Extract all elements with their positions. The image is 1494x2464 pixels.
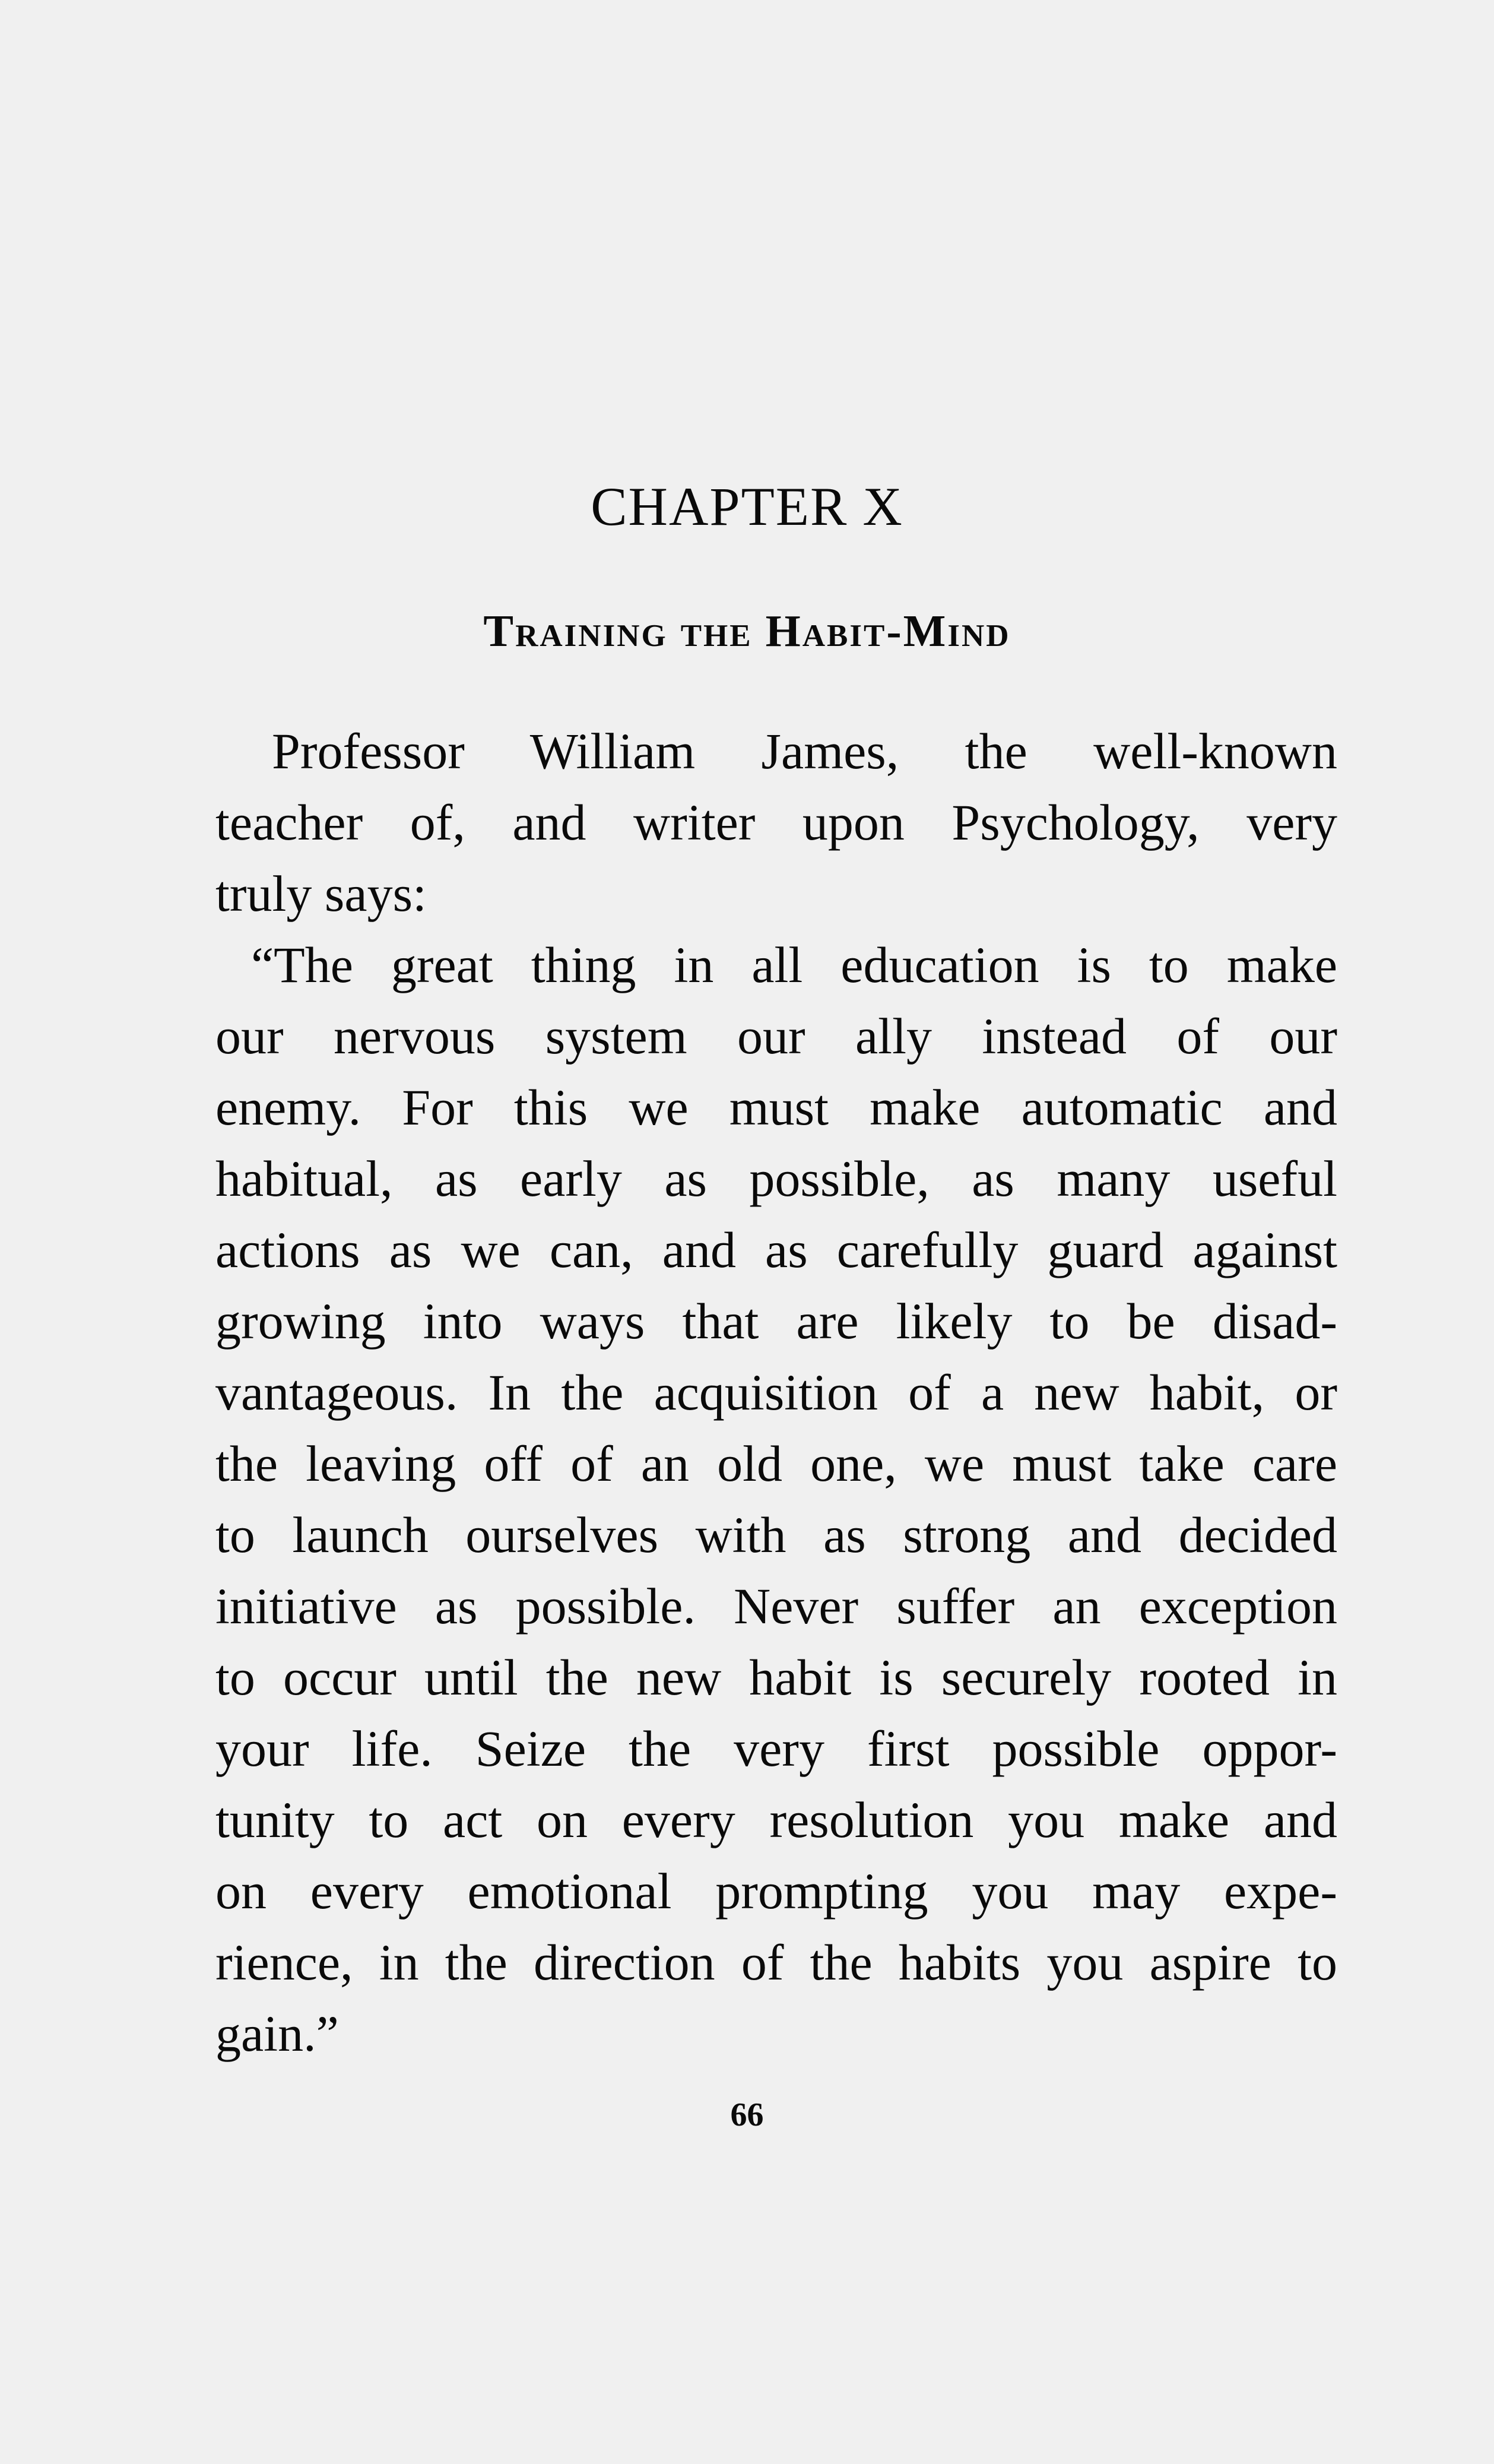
text-line: to launch ourselves with as strong and decided (215, 1506, 1337, 1563)
text-line: habitual, as early as possible, as many useful (215, 1150, 1337, 1207)
quotation-paragraph (215, 929, 1337, 2069)
text-line: to occur until the new habit is securely rooted in (215, 1649, 1337, 1706)
chapter-title: Training the Habit-Mind (483, 606, 1011, 656)
text-line: Professor William James, the well-known (272, 723, 1337, 780)
text-line: our nervous system our ally instead of our (215, 1008, 1337, 1065)
text-line: truly says: (215, 865, 427, 922)
text-line: on every emotional prompting you may expe- (215, 1863, 1337, 1920)
chapter-heading: CHAPTER X (591, 476, 903, 537)
text-line: gain.” (215, 2005, 339, 2062)
text-line: growing into ways that are likely to be disad- (215, 1293, 1337, 1350)
text-line: your life. Seize the very first possible oppor- (215, 1720, 1337, 1777)
text-line: “The great thing in all education is to make (251, 936, 1337, 993)
text-line: initiative as possible. Never suffer an exception (215, 1578, 1337, 1635)
body-text (215, 715, 1337, 2069)
text-line: enemy. For this we must make automatic and (215, 1079, 1337, 1136)
text-line: vantageous. In the acquisition of a new habit, or (215, 1364, 1337, 1421)
page-number: 66 (730, 2096, 764, 2133)
text-line: the leaving off of an old one, we must take care (215, 1435, 1337, 1492)
paragraph (215, 715, 1337, 929)
text-line: actions as we can, and as carefully guard against (215, 1221, 1337, 1278)
text-line: tunity to act on every resolution you make and (215, 1791, 1337, 1848)
text-line: rience, in the direction of the habits you aspire to (215, 1934, 1337, 1991)
text-line: teacher of, and writer upon Psychology, very (215, 794, 1337, 851)
